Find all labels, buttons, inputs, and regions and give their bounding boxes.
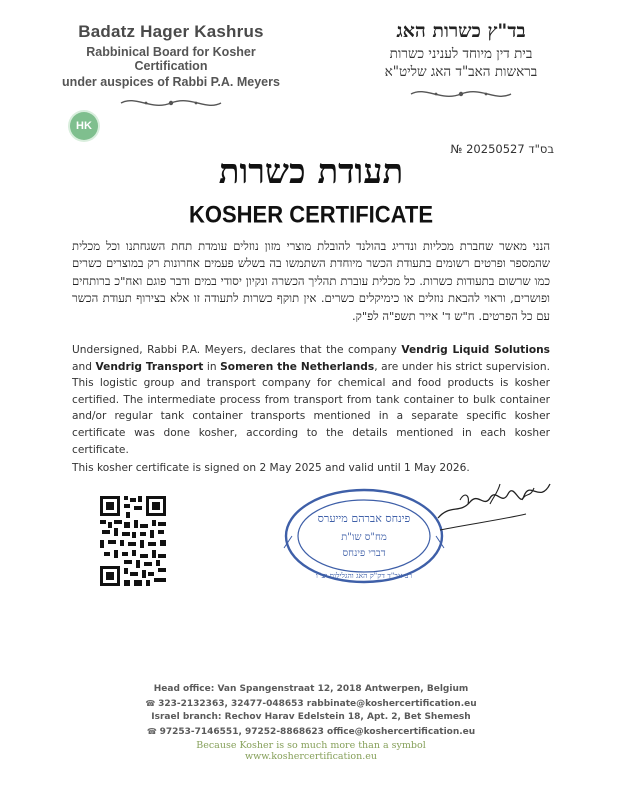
hebrew-title: תעודת כשרות xyxy=(218,152,404,192)
body-text: in xyxy=(203,360,221,373)
company-name-2: Vendrig Transport xyxy=(95,360,204,373)
rabbinic-seal-icon xyxy=(282,486,446,586)
org-auspices: under auspices of Rabbi P.A. Meyers xyxy=(62,75,280,89)
english-title: KOSHER CERTIFICATE xyxy=(188,200,434,228)
footer xyxy=(0,683,622,762)
head-contact-text[interactable]: 323-2132363, 32477-048653 rabbinate@koshercertification.eu xyxy=(158,698,477,709)
phone-icon: ☎ xyxy=(145,698,159,708)
company-location: Someren the Netherlands xyxy=(220,360,375,373)
slogan: Because Kosher is so much more than a symbol xyxy=(196,740,426,752)
body-text: , are under his strict supervision. This logistic group and transport company for chemical and food products is kosher certified. The intermediate process from transport from tank container to bulk container and/or regular tank container transports mentioned in a separate specific kosher certificate was done kosher, according to the details mentioned in each kosher certificate. xyxy=(72,360,550,456)
header-english xyxy=(56,22,286,116)
validity-statement: This kosher certificate is signed on 2 May 2025 and valid until 1 May 2026. xyxy=(72,462,470,474)
org-subtitle: Rabbinical Board for Kosher Certification xyxy=(86,45,256,73)
hk-logo-icon: HK xyxy=(70,112,98,140)
israel-contact-text[interactable]: 97253-7146551, 97252-8868623 office@koshercertification.eu xyxy=(159,726,476,737)
israel-branch-address: Israel branch: Rechov Harav Edelstein 18, Apt. 2, Bet Shemesh xyxy=(151,712,471,723)
website-link[interactable]: www.koshercertification.eu xyxy=(244,751,378,763)
hebrew-body: הנני מאשר שחברת מכליות ונדריג בהולנד להובלת מוצרי מזון נוזלים עומדת תחת השגחתנו וכל מכלית שהמספר ופרטים רשומים בתעודת הכשר מיוחדת השתמשו בה בשלש פעמים אחרונות רק במוצרים כשרים כמו שרשום בתעודות כשרות. כל מכלית עוברת תהליך הכשרה ונקיון יסודי במים ודבר פוגם ואח"כ ברותחים ופושרים, וראוי להבאת נוזלים או כימיקלים כשרים. אין תוקף כשרות לתעודה זו אלא בצירוף תעודת הכשר עם כל הפרטים. ח"ש ד' אייר תשפ"ה לפ"ק. xyxy=(72,239,550,323)
seal-book: דברי פינחס xyxy=(342,548,386,559)
org-name: Badatz Hager Kashrus xyxy=(78,22,264,41)
header-hebrew xyxy=(346,20,576,106)
israel-branch-contact xyxy=(0,725,622,740)
org-auspices-hebrew: בראשות האב"ד האג שליט"א xyxy=(384,64,538,80)
org-subtitle-hebrew: בית דין מיוחד לעניני כשרות xyxy=(389,46,533,62)
handwritten-signature xyxy=(430,474,560,534)
body-text: and xyxy=(72,360,96,373)
body-text: Undersigned, Rabbi P.A. Meyers, declares that the company xyxy=(72,344,402,356)
head-office-contact xyxy=(0,697,622,712)
org-name-hebrew: בד"ץ כשרות האג xyxy=(396,20,526,42)
ornament-divider xyxy=(116,95,226,111)
phone-icon: ☎ xyxy=(146,726,160,736)
seal-ring-text: רב אב"ד דק"ק האג והגלילות יצ"ו xyxy=(315,571,413,580)
qr-code-icon[interactable] xyxy=(100,496,166,586)
head-office-address: Head office: Van Spangenstraat 12, 2018 Antwerpen, Belgium xyxy=(153,684,469,694)
company-name: Vendrig Liquid Solutions xyxy=(401,344,550,356)
seal-name: פינחס אברהם מייערס xyxy=(317,512,411,525)
english-body xyxy=(72,342,550,458)
ornament-divider-hebrew xyxy=(406,86,516,102)
certificate-number: № 20250527 בס"ד xyxy=(450,142,554,156)
seal-title: מח"ס שו"ת xyxy=(341,532,387,543)
